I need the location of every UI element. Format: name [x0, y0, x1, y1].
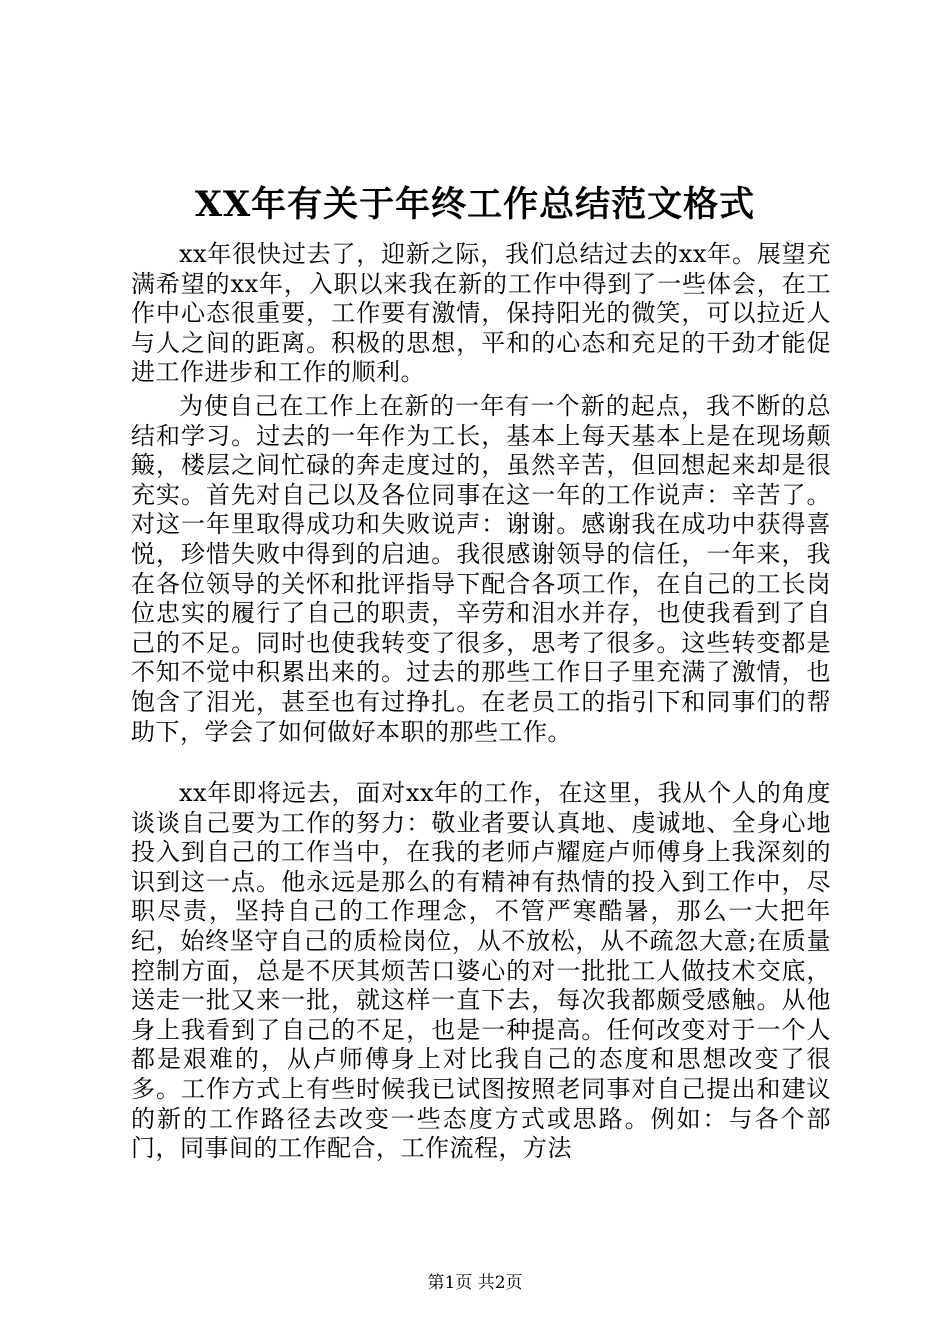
paragraph-2: 为使自己在工作上在新的一年有一个新的起点，我不断的总结和学习。过去的一年作为工长，基本上每天基本上是在现场颠簸，楼层之间忙碌的奔走度过的，虽然辛苦，但回想起来却是很充实。首先对自己以及各位同事在这一年的工作说声：辛苦了。对这一年里取得成功和失败说声：谢谢。感谢我在成功中获得喜悦，珍惜失败中得到的启迪。我很感谢领导的信任，一年来，我在各位领导的关怀和批评指导下配合各项工作，在自己的工长岗位忠实的履行了自己的职责，辛劳和泪水并存，也使我看到了自己的不足。同时也使我转变了很多，思考了很多。这些转变都是不知不觉中积累出来的。过去的那些工作日子里充满了激情，也饱含了泪光，甚至也有过挣扎。在老员工的指引下和同事们的帮助下，学会了如何做好本职的那些工作。 — [131, 392, 831, 746]
page-number-footer: 第1页 共2页 — [427, 1273, 523, 1293]
document-title: XX年有关于年终工作总结范文格式 — [194, 184, 756, 225]
paragraph-3: xx年即将远去，面对xx年的工作，在这里，我从个人的角度谈谈自己要为工作的努力：敬业者要认真地、虔诚地、全身心地投入到自己的工作当中，在我的老师卢耀庭卢师傅身上我深刻的识到这一点。他永远是那么的有精神有热情的投入到工作中，尽职尽责，坚持自己的工作理念，不管严寒酷暑，那么一大把年纪，始终坚守自己的质检岗位，从不放松，从不疏忽大意;在质量控制方面，总是不厌其烦苦口婆心的对一批批工人做技术交底，送走一批又来一批，就这样一直下去，每次我都颇受感触。从他身上我看到了自己的不足，也是一种提高。任何改变对于一个人都是艰难的，从卢师傅身上对比我自己的态度和思想改变了很多。工作方式上有些时候我已试图按照老同事对自己提出和建议的新的工作路径去改变一些态度方式或思路。例如：与各个部门，同事间的工作配合，工作流程，方法 — [131, 779, 831, 1163]
paragraph-1: xx年很快过去了，迎新之际，我们总结过去的xx年。展望充满希望的xx年，入职以来我在新的工作中得到了一些体会，在工作中心态很重要，工作要有激情，保持阳光的微笑，可以拉近人与人之间的距离。积极的思想，平和的心态和充足的干劲才能促进工作进步和工作的顺利。 — [131, 240, 831, 387]
